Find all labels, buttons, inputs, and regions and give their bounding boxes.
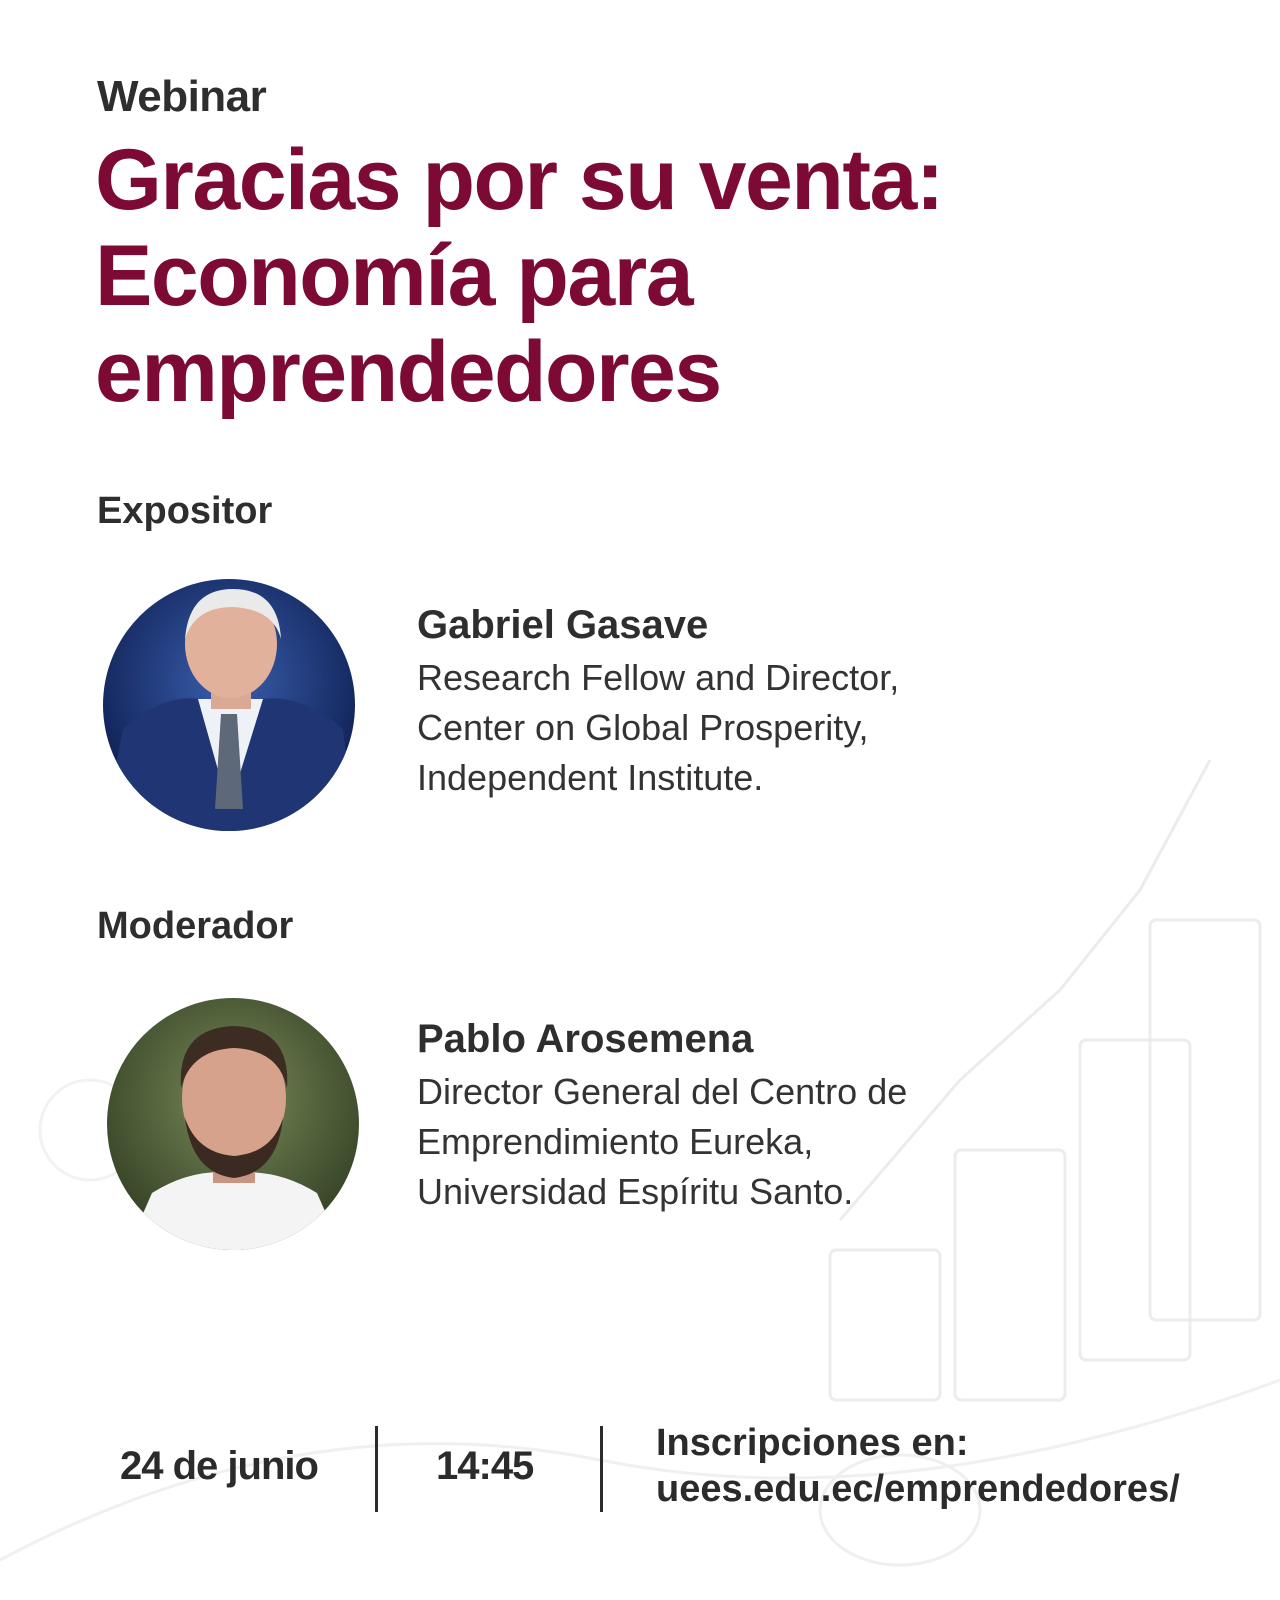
expositor-info [417, 601, 899, 803]
moderador-role [417, 1067, 907, 1217]
expositor-label: Expositor [97, 490, 273, 532]
moderador-label: Moderador [97, 905, 294, 947]
expositor-photo [103, 579, 355, 831]
title-line: emprendedores [95, 324, 721, 420]
eyebrow-label: Webinar [97, 72, 267, 121]
registration-label: Inscripciones en: [656, 1422, 969, 1464]
expositor-role [417, 653, 899, 803]
registration-link[interactable]: uees.edu.ec/emprendedores/ [656, 1468, 1180, 1510]
role-line: Center on Global Prosperity, [417, 707, 869, 748]
event-time: 14:45 [436, 1444, 534, 1488]
moderador-photo [107, 998, 359, 1250]
role-line: Emprendimiento Eureka, [417, 1121, 814, 1162]
footer-divider [375, 1426, 378, 1512]
role-line: Research Fellow and Director, [417, 657, 900, 698]
moderador-name: Pablo Arosemena [417, 1017, 754, 1061]
event-date: 24 de junio [120, 1444, 318, 1488]
role-line: Independent Institute. [417, 757, 764, 798]
registration-info [656, 1420, 1180, 1512]
webinar-title [95, 132, 1215, 420]
title-line: Gracias por su venta: [95, 132, 943, 228]
expositor-name: Gabriel Gasave [417, 603, 709, 647]
footer-divider [600, 1426, 603, 1512]
role-line: Universidad Espíritu Santo. [417, 1171, 854, 1212]
expositor-avatar [103, 579, 355, 831]
title-line: Economía para [95, 228, 693, 324]
moderador-info [417, 1015, 907, 1217]
moderador-avatar [107, 998, 359, 1250]
role-line: Director General del Centro de [417, 1071, 908, 1112]
